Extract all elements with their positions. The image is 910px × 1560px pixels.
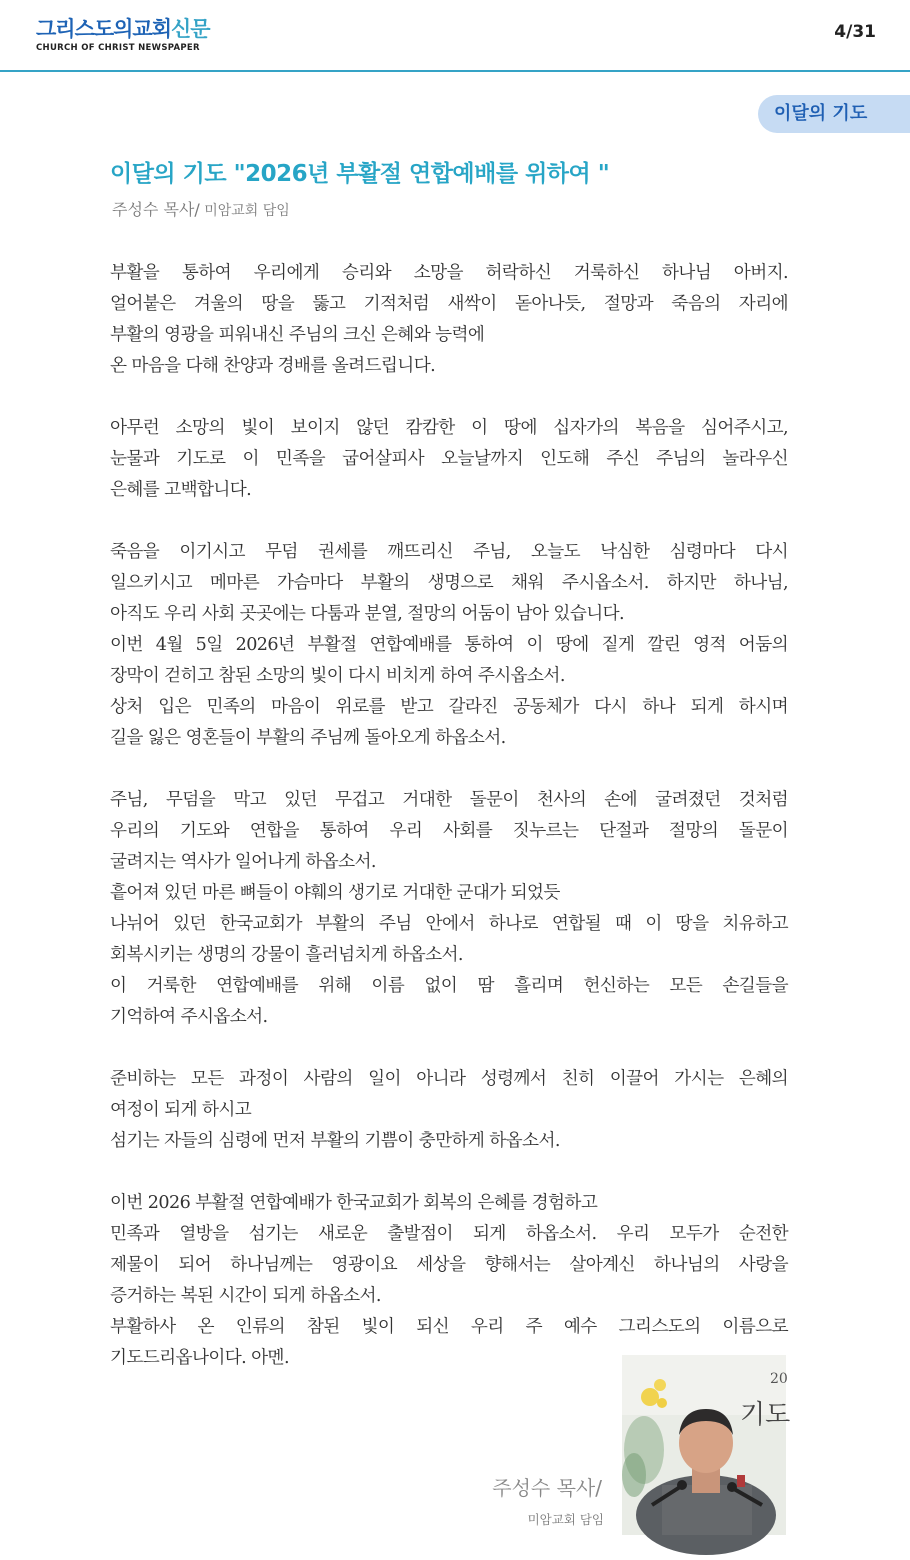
article-line: 장막이 걷히고 참된 소망의 빛이 다시 비치게 하여 주시옵소서. [110, 666, 565, 686]
article-line: 이번 2026 부활절 연합예배가 한국교회가 회복의 은혜를 경험하고 [110, 1193, 598, 1213]
article-line: 죽음을 이기시고 무덤 권세를 깨뜨리신 주님, 오늘도 낙심한 심령마다 다시 [110, 542, 788, 562]
logo-subtitle: CHURCH OF CHRIST NEWSPAPER [36, 43, 200, 53]
article-line: 눈물과 기도로 이 민족을 굽어살피사 오늘날까지 인도해 주신 주님의 놀라우신 [110, 449, 788, 469]
article-byline [112, 197, 290, 220]
article-line: 기도드리옵나이다. 아멘. [110, 1348, 289, 1368]
author-church: 미암교회 담임 [199, 203, 290, 219]
photo-text-year: 20 [770, 1371, 788, 1387]
article-line: 회복시키는 생명의 강물이 흘러넘치게 하옵소서. [110, 945, 463, 965]
newspaper-logo[interactable] [36, 18, 210, 53]
article-line: 부활을 통하여 우리에게 승리와 소망을 허락하신 거룩하신 하나님 아버지. [110, 263, 788, 283]
article-body [110, 258, 788, 1405]
article-line: 이번 4월 5일 2026년 부활절 연합예배를 통하여 이 땅에 짙게 깔린 영적 어둠의 [110, 635, 788, 655]
author-photo-illustration [622, 1355, 791, 1535]
article-line: 온 마음을 다해 찬양과 경배를 올려드립니다. [110, 356, 436, 376]
page-number: 4/31 [834, 22, 876, 42]
article-line: 일으키시고 메마른 가슴마다 부활의 생명으로 채워 주시옵소서. 하지만 하나님, [110, 573, 788, 593]
section-tab: 이달의 기도 [758, 95, 910, 133]
article-line: 부활하사 온 인류의 참된 빛이 되신 우리 주 예수 그리스도의 이름으로 [110, 1317, 788, 1337]
article-line: 준비하는 모든 과정이 사람의 일이 아니라 성령께서 친히 이끌어 가시는 은혜의 [110, 1069, 788, 1089]
article-line: 아직도 우리 사회 곳곳에는 다툼과 분열, 절망의 어둠이 남아 있습니다. [110, 604, 624, 624]
article-line: 제물이 되어 하나님께는 영광이요 세상을 향해서는 살아계신 하나님의 사랑을 [110, 1255, 788, 1275]
author-name: 주성수 목사/ [112, 200, 200, 219]
article-line: 얼어붙은 겨울의 땅을 뚫고 기적처럼 새싹이 돋아나듯, 절망과 죽음의 자리에 [110, 294, 788, 314]
article-paragraph [110, 1064, 788, 1157]
article-line: 길을 잃은 영혼들이 부활의 주님께 돌아오게 하옵소서. [110, 728, 506, 748]
signature-role: 미암교회 담임 [527, 1512, 604, 1527]
article-line: 아무런 소망의 빛이 보이지 않던 캄캄한 이 땅에 십자가의 복음을 심어주시고, [110, 418, 788, 438]
article-line: 기억하여 주시옵소서. [110, 1007, 268, 1027]
article-line: 부활의 영광을 피워내신 주님의 크신 은혜와 능력에 [110, 325, 485, 345]
photo-text-prayer: 기도 [740, 1400, 791, 1430]
signature-name: 주성수 목사/ [492, 1476, 602, 1500]
article-line: 굴려지는 역사가 일어나게 하옵소서. [110, 852, 376, 872]
article-line: 이 거룩한 연합예배를 위해 이름 없이 땀 흘리며 헌신하는 모든 손길들을 [110, 976, 788, 996]
article-line: 나뉘어 있던 한국교회가 부활의 주님 안에서 하나로 연합될 때 이 땅을 치유하고 [110, 914, 788, 934]
article-paragraph [110, 785, 788, 1033]
article-line: 주님, 무덤을 막고 있던 무겁고 거대한 돌문이 천사의 손에 굴려졌던 것처럼 [110, 790, 788, 810]
article-paragraph [110, 413, 788, 506]
logo-title: 그리스도의교회신문 [36, 17, 210, 41]
page-header [0, 0, 910, 72]
article-line: 은혜를 고백합니다. [110, 480, 252, 500]
article-paragraph [110, 258, 788, 382]
article-line: 섬기는 자들의 심령에 먼저 부활의 기쁨이 충만하게 하옵소서. [110, 1131, 560, 1151]
article-line: 흩어져 있던 마른 뼈들이 야훼의 생기로 거대한 군대가 되었듯 [110, 883, 560, 903]
article-line: 증거하는 복된 시간이 되게 하옵소서. [110, 1286, 381, 1306]
article-paragraph [110, 537, 788, 754]
article-line: 민족과 열방을 섬기는 새로운 출발점이 되게 하옵소서. 우리 모두가 순전한 [110, 1224, 788, 1244]
article-line: 우리의 기도와 연합을 통하여 우리 사회를 짓누르는 단절과 절망의 돌문이 [110, 821, 788, 841]
author-photo [622, 1355, 791, 1535]
article-line: 여정이 되게 하시고 [110, 1100, 252, 1120]
article-paragraph [110, 1188, 788, 1374]
article-title: 이달의 기도 "2026년 부활절 연합예배를 위하여 " [110, 161, 610, 187]
article-line: 상처 입은 민족의 마음이 위로를 받고 갈라진 공동체가 다시 하나 되게 하시며 [110, 697, 788, 717]
